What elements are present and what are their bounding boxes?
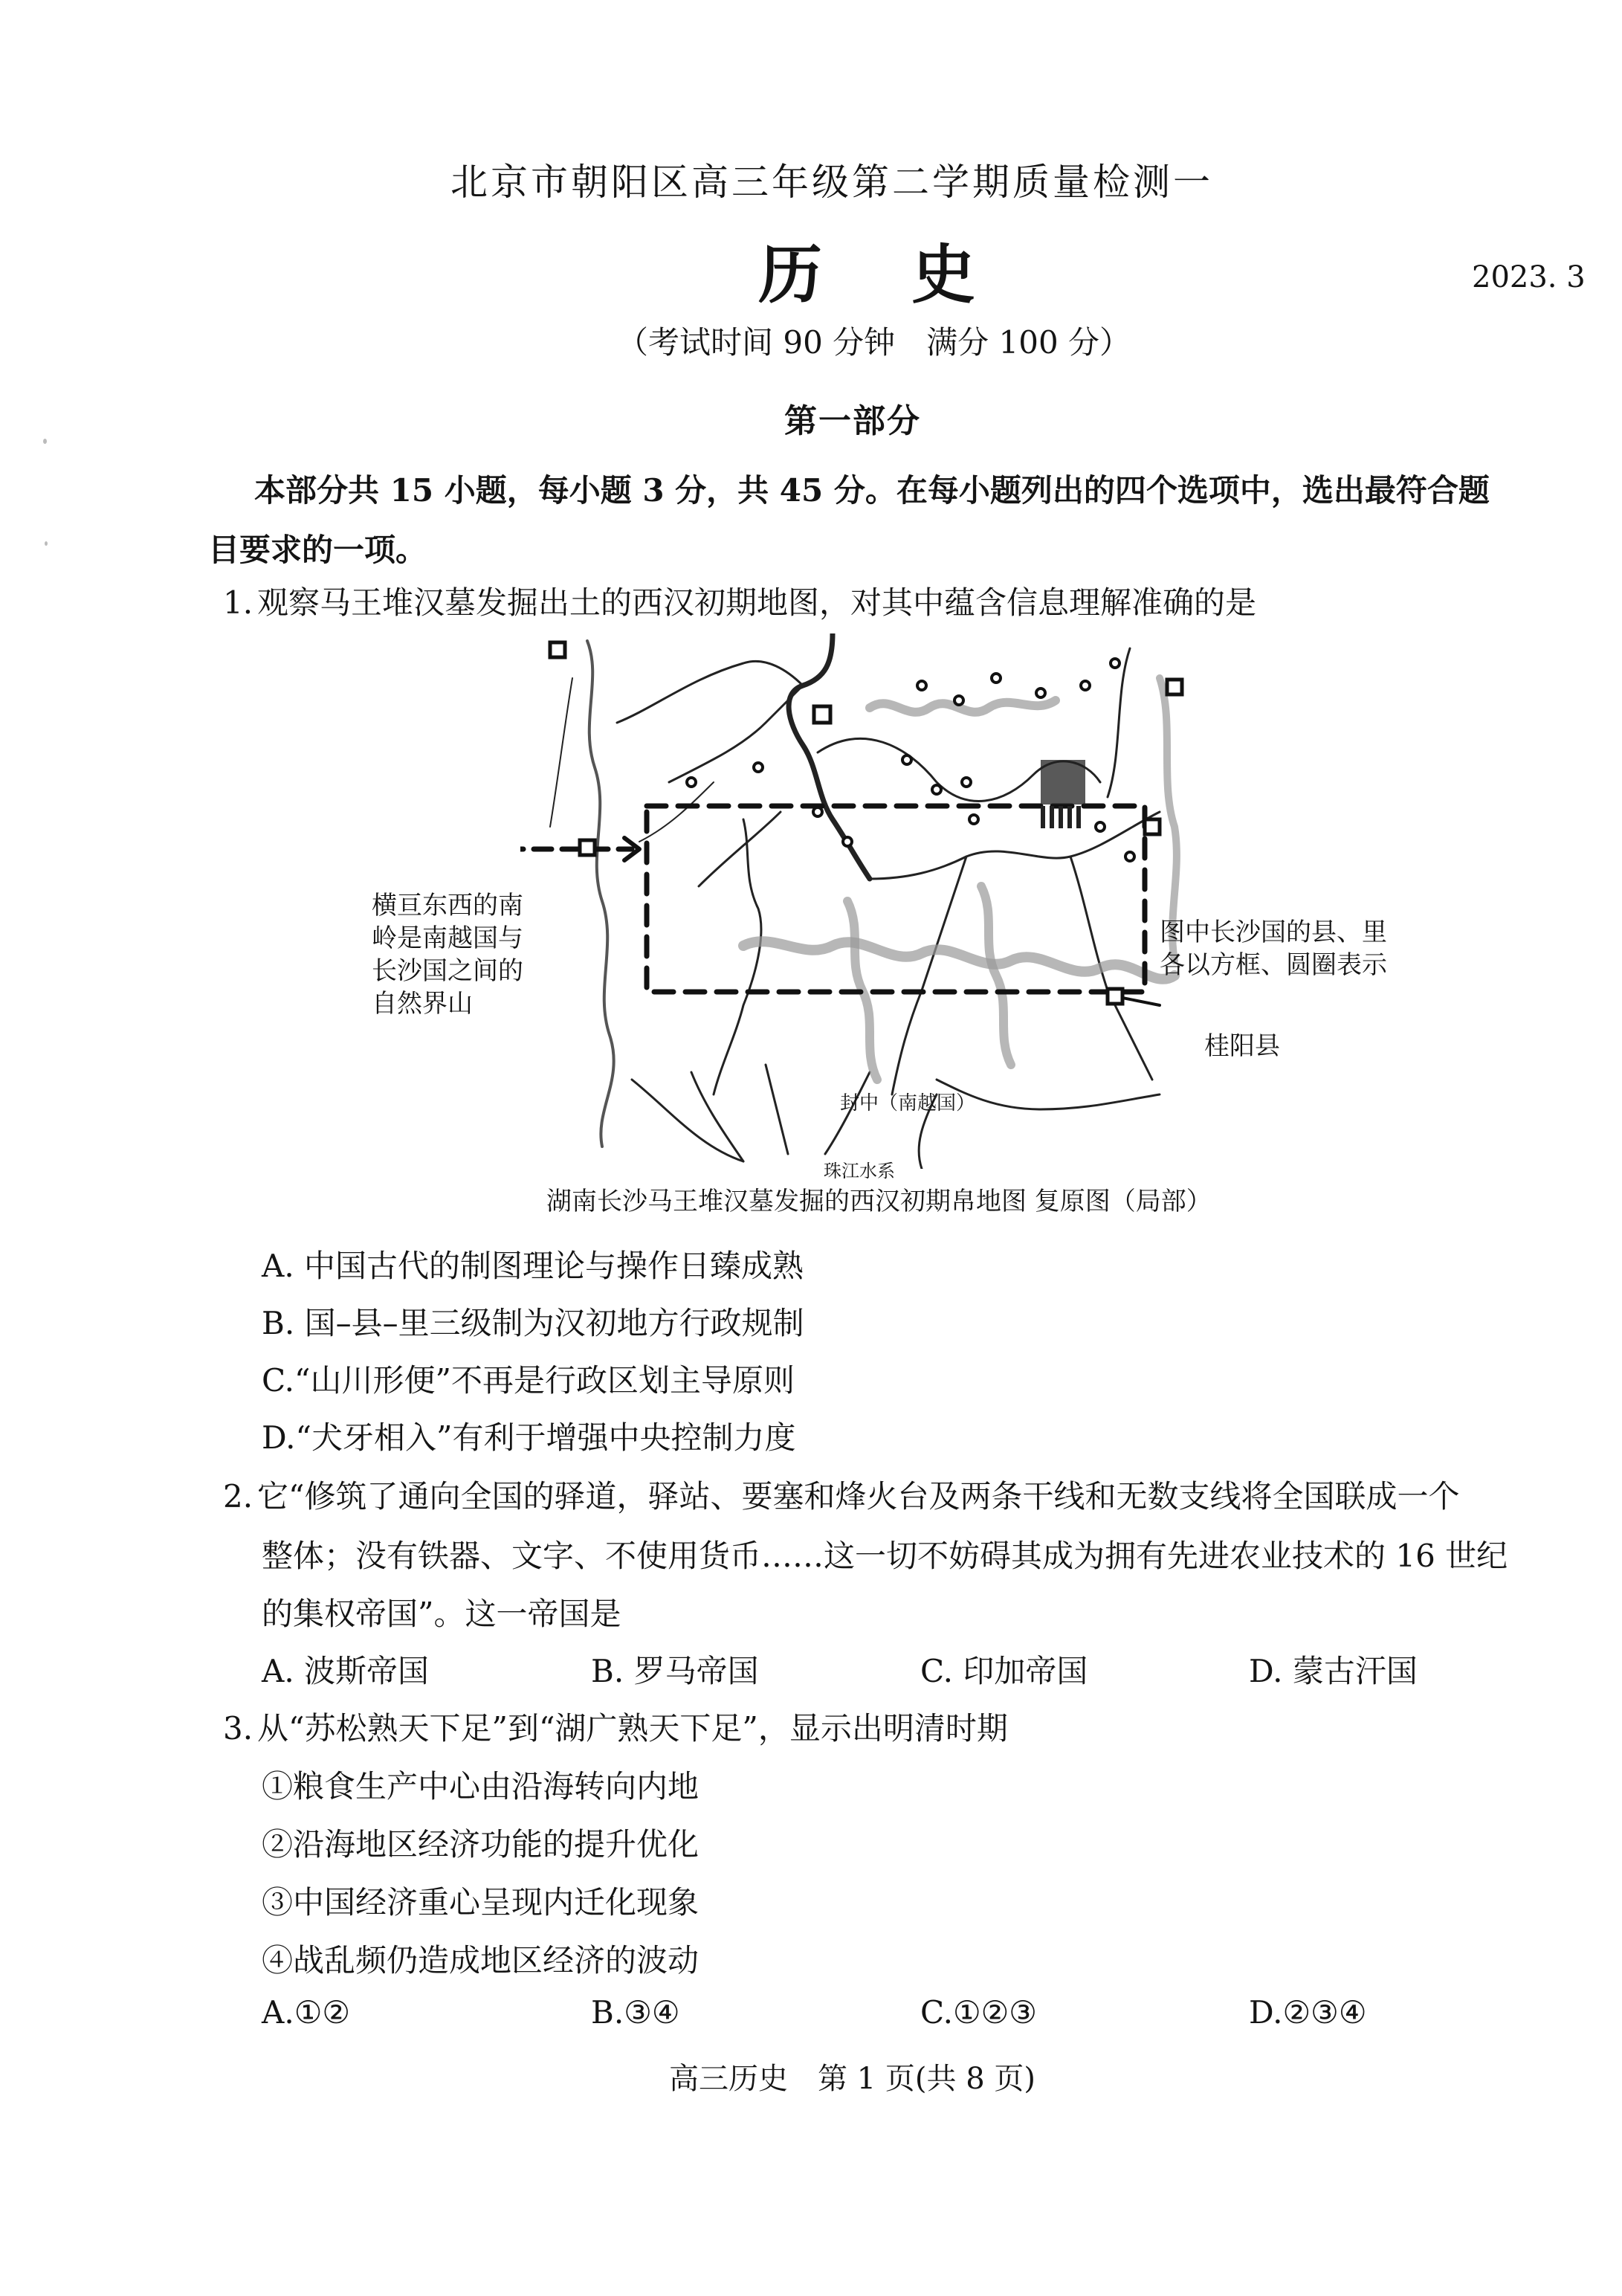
option-key: C. (262, 1362, 294, 1399)
option-a[interactable] (262, 1242, 804, 1286)
figure-caption: 湖南长沙马王堆汉墓发掘的西汉初期帛地图 复原图（局部） (546, 1187, 1212, 1216)
river (892, 857, 966, 1094)
option-key: C. (920, 1653, 953, 1689)
annotation-nanling: 横亘东西的南 岭是南越国与 长沙国之间的 自然界山 (372, 891, 523, 1019)
option-text: ②③④ (1282, 1994, 1367, 2031)
mountain-range (981, 886, 1011, 1065)
exam-date: 2023. 3 (1472, 260, 1586, 294)
label-fengzhong: 封中（南越国） (840, 1092, 976, 1115)
option-key: A. (262, 1994, 294, 2031)
statement-1: ①粮食生产中心由沿海转向内地 (262, 1768, 699, 1805)
option-text: “犬牙相入”有利于增强中央控制力度 (295, 1419, 796, 1456)
annotation-changsha: 图中长沙国的县、里 各以方框、圆圈表示 (1160, 918, 1387, 980)
county-square (1167, 680, 1182, 694)
subject-char: 史 (911, 237, 975, 312)
subject-title (758, 223, 975, 315)
county-square (1108, 989, 1122, 1004)
option-key: D. (1249, 1994, 1283, 2031)
option-key: C. (920, 1994, 953, 2031)
question-2-stem-line: 整体；没有铁器、文字、不使用货币……这一切不妨碍其成为拥有先进农业技术的 16 世纪 (262, 1538, 1508, 1574)
village-circle (969, 815, 978, 824)
option-d[interactable] (1249, 1994, 1367, 2031)
scan-speck (45, 541, 48, 546)
page-footer (669, 2055, 1035, 2097)
footer-page: 第 1 页(共 8 页) (818, 2062, 1035, 2096)
village-circle (687, 778, 696, 787)
exam-title: 北京市朝阳区高三年级第二学期质量检测一 (450, 161, 1213, 204)
village-circle (1125, 852, 1134, 861)
village-circle (962, 778, 971, 787)
village-circle (813, 807, 822, 816)
option-c[interactable] (920, 1994, 1037, 2031)
river (639, 782, 714, 842)
part-title: 第一部分 (784, 402, 921, 440)
question-3-stem (223, 1704, 1008, 1749)
statement-4: ④战乱频仍造成地区经济的波动 (262, 1942, 699, 1979)
river (714, 819, 761, 1094)
option-key: A. (262, 1248, 294, 1284)
village-circle (843, 837, 852, 846)
option-text: 国–县–里三级制为汉初地方行政规制 (304, 1305, 804, 1341)
instructions-line: 本部分共 15 小题，每小题 3 分，共 45 分。在每小题列出的四个选项中，选出最符合题 (254, 472, 1490, 509)
river (766, 1065, 788, 1154)
question-1-stem (223, 578, 1256, 623)
option-text: 印加帝国 (963, 1653, 1088, 1689)
option-a[interactable] (262, 1647, 429, 1692)
river (632, 1080, 743, 1161)
question-text: 从“苏松熟天下足”到“湖广熟天下足”，显示出明清时期 (257, 1710, 1008, 1747)
option-c[interactable] (920, 1647, 1088, 1692)
subject-char: 历 (758, 237, 822, 312)
option-key: D. (1249, 1653, 1283, 1689)
option-text: “山川形便”不再是行政区划主导原则 (294, 1362, 795, 1399)
river (587, 641, 614, 1147)
county-square (580, 840, 595, 855)
river (669, 686, 803, 782)
county-square (814, 706, 830, 723)
village-circle (954, 696, 963, 705)
option-text: 蒙古汗国 (1292, 1653, 1418, 1689)
option-key: D. (262, 1419, 296, 1456)
option-d[interactable] (1249, 1647, 1418, 1692)
mountain-range (743, 941, 1175, 979)
statement-2: ②沿海地区经济功能的提升优化 (262, 1826, 699, 1863)
village-circle (1081, 681, 1090, 690)
village-circle (992, 674, 1001, 683)
river (550, 678, 572, 827)
part-instructions (208, 461, 1531, 580)
option-text: 波斯帝国 (304, 1653, 430, 1689)
option-text: ③④ (624, 1994, 680, 2031)
question-number: 2. (223, 1478, 253, 1515)
label-pearl-river: 珠江水系 (824, 1161, 895, 1181)
main-river (789, 633, 870, 879)
option-text: 罗马帝国 (633, 1653, 759, 1689)
county-square (550, 642, 565, 657)
option-text: 中国古代的制图理论与操作日臻成熟 (304, 1248, 804, 1284)
option-b[interactable] (591, 1994, 680, 2031)
option-b[interactable] (591, 1647, 759, 1692)
river (1108, 648, 1130, 797)
option-key: B. (591, 1994, 624, 2031)
option-key: A. (262, 1653, 294, 1689)
village-circle (1111, 659, 1119, 668)
option-key: B. (591, 1653, 624, 1689)
option-d[interactable] (262, 1413, 795, 1458)
village-circle (932, 785, 941, 794)
county-square (1145, 819, 1160, 834)
question-number: 1. (223, 584, 253, 621)
option-text: ①② (294, 1994, 350, 2031)
label-guiyang: 桂阳县 (1204, 1031, 1280, 1061)
river (870, 812, 1160, 879)
option-c[interactable] (262, 1356, 795, 1401)
fortress-block (1041, 760, 1085, 828)
option-b[interactable] (262, 1299, 804, 1344)
option-key: B. (262, 1305, 295, 1341)
village-circle (1096, 822, 1105, 831)
question-text: 观察马王堆汉墓发掘出土的西汉初期地图，对其中蕴含信息理解准确的是 (257, 584, 1257, 621)
footer-subject: 高三历史 (669, 2062, 788, 2096)
option-text: ①②③ (953, 1994, 1037, 2031)
question-text: 它“修筑了通向全国的驿道，驿站、要塞和烽火台及两条干线和无数支线将全国联成一个 (257, 1478, 1460, 1515)
instructions-line: 目要求的一项。 (208, 532, 427, 568)
river (699, 812, 781, 886)
question-2-stem (223, 1472, 1459, 1517)
question-2-stem-line: 的集权帝国”。这一帝国是 (262, 1596, 621, 1632)
village-circle (1036, 689, 1045, 697)
question-number: 3. (223, 1710, 253, 1747)
village-circle (902, 755, 911, 764)
option-a[interactable] (262, 1994, 350, 2031)
scan-speck (43, 439, 47, 444)
village-circle (917, 681, 926, 690)
river (691, 1072, 743, 1161)
exam-info: （考试时间 90 分钟 满分 100 分） (617, 324, 1131, 361)
statement-3: ③中国经济重心呈现内迁化现象 (262, 1884, 699, 1921)
village-circle (754, 763, 763, 772)
